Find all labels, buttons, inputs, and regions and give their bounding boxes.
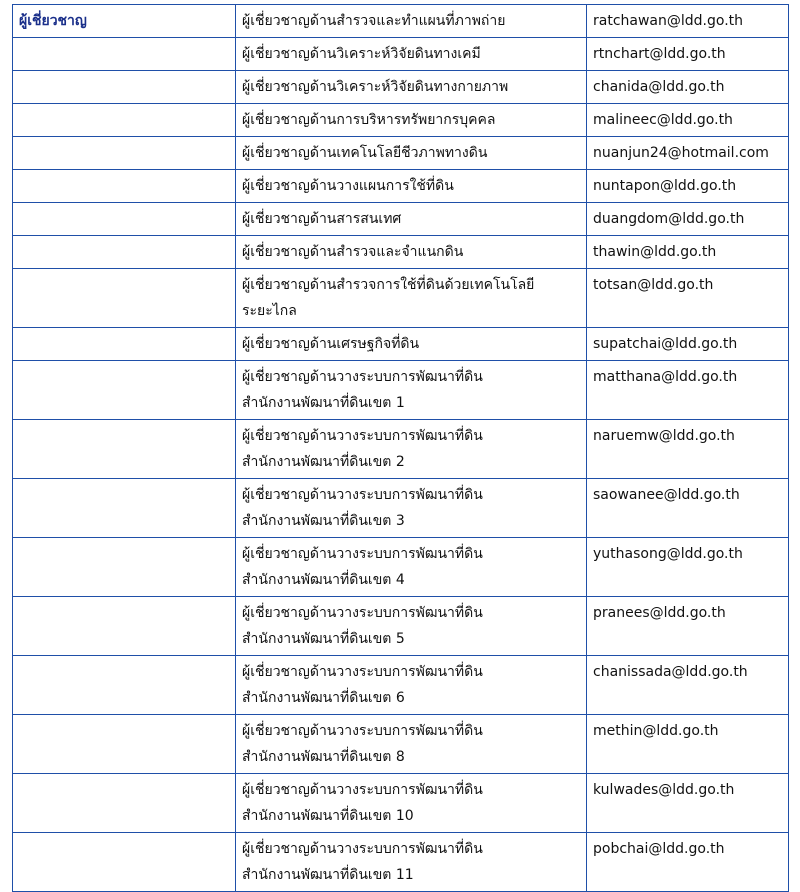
email-text: pobchai@ldd.go.th xyxy=(593,841,725,857)
email-text: kulwades@ldd.go.th xyxy=(593,782,735,798)
position-cell xyxy=(236,170,587,203)
email-cell xyxy=(587,328,789,361)
empty-cell xyxy=(13,833,236,892)
position-cell xyxy=(236,833,587,892)
email-cell xyxy=(587,538,789,597)
email-cell xyxy=(587,479,789,538)
email-text: methin@ldd.go.th xyxy=(593,723,719,739)
email-cell xyxy=(587,137,789,170)
position-text: ผู้เชี่ยวชาญด้านวางระบบการพัฒนาที่ดิน xyxy=(242,664,483,680)
position-cell xyxy=(236,203,587,236)
position-text: ผู้เชี่ยวชาญด้านวิเคราะห์วิจัยดินทางกายภาพ xyxy=(242,79,509,95)
position-cell xyxy=(236,38,587,71)
empty-cell xyxy=(13,269,236,328)
position-text-line2: สำนักงานพัฒนาที่ดินเขต 5 xyxy=(242,631,405,647)
table-row xyxy=(13,715,789,774)
position-cell xyxy=(236,269,587,328)
email-cell xyxy=(587,236,789,269)
position-text: ผู้เชี่ยวชาญด้านเศรษฐกิจที่ดิน xyxy=(242,336,420,352)
table-row xyxy=(13,361,789,420)
table-row xyxy=(13,38,789,71)
empty-cell xyxy=(13,203,236,236)
position-text: ผู้เชี่ยวชาญด้านสำรวจและทำแผนที่ภาพถ่าย xyxy=(242,13,506,29)
position-cell xyxy=(236,538,587,597)
table-row xyxy=(13,170,789,203)
empty-cell xyxy=(13,361,236,420)
position-cell xyxy=(236,5,587,38)
email-cell xyxy=(587,104,789,137)
table-row xyxy=(13,71,789,104)
position-cell xyxy=(236,137,587,170)
position-text-line2: สำนักงานพัฒนาที่ดินเขต 8 xyxy=(242,749,405,765)
position-text-line2: สำนักงานพัฒนาที่ดินเขต 2 xyxy=(242,454,405,470)
email-cell xyxy=(587,420,789,479)
email-text: thawin@ldd.go.th xyxy=(593,244,717,260)
email-cell xyxy=(587,833,789,892)
position-text: ผู้เชี่ยวชาญด้านวางระบบการพัฒนาที่ดิน xyxy=(242,546,483,562)
position-text: ผู้เชี่ยวชาญด้านวางระบบการพัฒนาที่ดิน xyxy=(242,605,483,621)
position-text: ผู้เชี่ยวชาญด้านวางระบบการพัฒนาที่ดิน xyxy=(242,782,483,798)
email-cell xyxy=(587,71,789,104)
table-row xyxy=(13,137,789,170)
email-cell xyxy=(587,203,789,236)
email-cell xyxy=(587,715,789,774)
email-text: chanissada@ldd.go.th xyxy=(593,664,748,680)
email-cell xyxy=(587,361,789,420)
empty-cell xyxy=(13,71,236,104)
position-cell xyxy=(236,479,587,538)
position-text-line2: สำนักงานพัฒนาที่ดินเขต 11 xyxy=(242,867,414,883)
table-row xyxy=(13,236,789,269)
email-text: chanida@ldd.go.th xyxy=(593,79,725,95)
table-row xyxy=(13,104,789,137)
empty-cell xyxy=(13,328,236,361)
email-text: supatchai@ldd.go.th xyxy=(593,336,738,352)
section-title: ผู้เชี่ยวชาญ xyxy=(19,13,87,29)
position-text: ผู้เชี่ยวชาญด้านการบริหารทรัพยากรบุคคล xyxy=(242,112,496,128)
position-text: ผู้เชี่ยวชาญด้านสำรวจการใช้ที่ดินด้วยเทคโนโลยี xyxy=(242,277,535,293)
email-text: saowanee@ldd.go.th xyxy=(593,487,740,503)
section-title-cell xyxy=(13,5,236,38)
position-cell xyxy=(236,774,587,833)
position-text-line2: ระยะไกล xyxy=(242,303,297,319)
empty-cell xyxy=(13,656,236,715)
table-row xyxy=(13,203,789,236)
empty-cell xyxy=(13,170,236,203)
position-text: ผู้เชี่ยวชาญด้านวางระบบการพัฒนาที่ดิน xyxy=(242,369,483,385)
table-row xyxy=(13,269,789,328)
position-cell xyxy=(236,597,587,656)
email-cell xyxy=(587,5,789,38)
email-cell xyxy=(587,597,789,656)
position-text-line2: สำนักงานพัฒนาที่ดินเขต 3 xyxy=(242,513,405,529)
email-text: nuntapon@ldd.go.th xyxy=(593,178,737,194)
email-text: ratchawan@ldd.go.th xyxy=(593,13,744,29)
expert-directory-table xyxy=(12,4,789,892)
position-text: ผู้เชี่ยวชาญด้านสารสนเทศ xyxy=(242,211,402,227)
position-text: ผู้เชี่ยวชาญด้านวางระบบการพัฒนาที่ดิน xyxy=(242,841,483,857)
empty-cell xyxy=(13,715,236,774)
email-text: pranees@ldd.go.th xyxy=(593,605,726,621)
table-row xyxy=(13,5,789,38)
position-cell xyxy=(236,715,587,774)
email-text: totsan@ldd.go.th xyxy=(593,277,714,293)
email-text: naruemw@ldd.go.th xyxy=(593,428,735,444)
empty-cell xyxy=(13,774,236,833)
table-row xyxy=(13,328,789,361)
empty-cell xyxy=(13,38,236,71)
position-cell xyxy=(236,104,587,137)
empty-cell xyxy=(13,538,236,597)
email-text: rtnchart@ldd.go.th xyxy=(593,46,726,62)
position-text: ผู้เชี่ยวชาญด้านวิเคราะห์วิจัยดินทางเคมี xyxy=(242,46,481,62)
position-cell xyxy=(236,361,587,420)
email-text: malineec@ldd.go.th xyxy=(593,112,733,128)
empty-cell xyxy=(13,236,236,269)
email-cell xyxy=(587,38,789,71)
position-text: ผู้เชี่ยวชาญด้านวางแผนการใช้ที่ดิน xyxy=(242,178,454,194)
table-row xyxy=(13,597,789,656)
position-cell xyxy=(236,328,587,361)
email-text: matthana@ldd.go.th xyxy=(593,369,738,385)
table-row xyxy=(13,420,789,479)
empty-cell xyxy=(13,479,236,538)
position-text-line2: สำนักงานพัฒนาที่ดินเขต 6 xyxy=(242,690,405,706)
position-text: ผู้เชี่ยวชาญด้านเทคโนโลยีชีวภาพทางดิน xyxy=(242,145,488,161)
email-text: nuanjun24@hotmail.com xyxy=(593,145,769,161)
email-cell xyxy=(587,774,789,833)
position-text-line2: สำนักงานพัฒนาที่ดินเขต 10 xyxy=(242,808,414,824)
email-cell xyxy=(587,269,789,328)
position-text: ผู้เชี่ยวชาญด้านวางระบบการพัฒนาที่ดิน xyxy=(242,723,483,739)
position-text-line2: สำนักงานพัฒนาที่ดินเขต 4 xyxy=(242,572,405,588)
email-text: yuthasong@ldd.go.th xyxy=(593,546,743,562)
empty-cell xyxy=(13,420,236,479)
empty-cell xyxy=(13,104,236,137)
empty-cell xyxy=(13,597,236,656)
table-row xyxy=(13,774,789,833)
directory-table-wrapper xyxy=(12,4,788,892)
email-cell xyxy=(587,170,789,203)
email-text: duangdom@ldd.go.th xyxy=(593,211,745,227)
position-text: ผู้เชี่ยวชาญด้านสำรวจและจำแนกดิน xyxy=(242,244,464,260)
position-cell xyxy=(236,656,587,715)
table-row xyxy=(13,538,789,597)
position-text: ผู้เชี่ยวชาญด้านวางระบบการพัฒนาที่ดิน xyxy=(242,428,483,444)
position-text: ผู้เชี่ยวชาญด้านวางระบบการพัฒนาที่ดิน xyxy=(242,487,483,503)
position-text-line2: สำนักงานพัฒนาที่ดินเขต 1 xyxy=(242,395,405,411)
position-cell xyxy=(236,71,587,104)
table-row xyxy=(13,479,789,538)
empty-cell xyxy=(13,137,236,170)
position-cell xyxy=(236,236,587,269)
email-cell xyxy=(587,656,789,715)
table-row xyxy=(13,833,789,892)
position-cell xyxy=(236,420,587,479)
table-row xyxy=(13,656,789,715)
